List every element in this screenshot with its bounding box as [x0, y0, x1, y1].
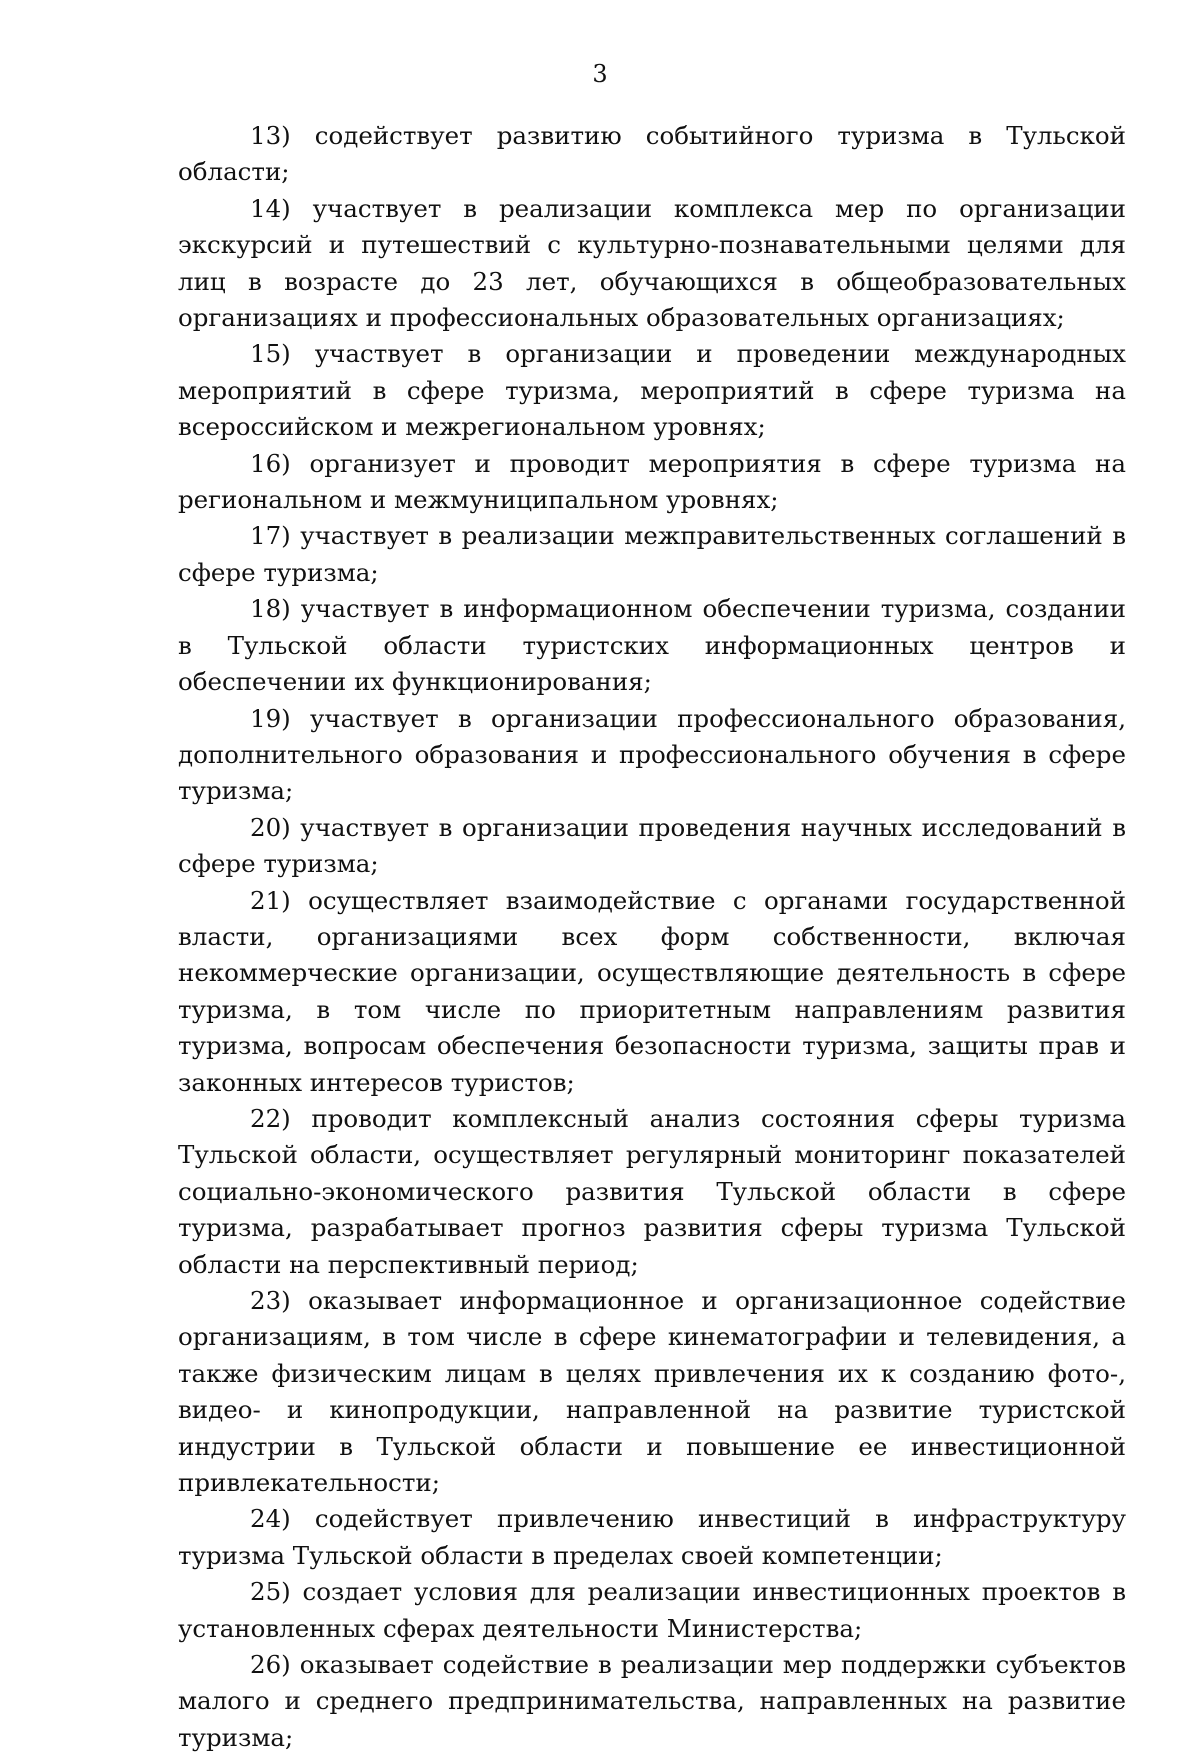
- paragraph-19: 19) участвует в организации профессионального образования, дополнительного образования и профессионального обучения в сфере туризма;: [178, 703, 1126, 806]
- paragraph-20: 20) участвует в организации проведения научных исследований в сфере туризма;: [178, 812, 1126, 879]
- paragraph-13: 13) содействует развитию событийного туризма в Тульской области;: [178, 121, 1126, 187]
- paragraph-15: 15) участвует в организации и проведении международных мероприятий в сфере туризма, мероприятий в сфере туризма на всероссийском и межрегиональном уровнях;: [178, 339, 1126, 442]
- paragraph-17: 17) участвует в реализации межправительственных соглашений в сфере туризма;: [178, 521, 1126, 587]
- paragraph-24: 24) содействует привлечению инвестиций в инфраструктуру туризма Тульской области в пределах своей компетенции;: [178, 1504, 1126, 1570]
- document-body: [178, 118, 1126, 1756]
- paragraph-21: 21) осуществляет взаимодействие с органами государственной власти, организациями всех форм собственности, включая некоммерческие организации, осуществляющие деятельность в сфере туризма, в том числе по приоритетным направлениям развития туризма, вопросам обеспечения безопасности туризма, защиты прав и законных интересов туристов;: [178, 885, 1126, 1097]
- paragraph-25: 25) создает условия для реализации инвестиционных проектов в установленных сферах деятельности Министерства;: [178, 1577, 1126, 1643]
- paragraph-18: 18) участвует в информационном обеспечении туризма, создании в Тульской области туристских информационных центров и обеспечении их функционирования;: [178, 594, 1126, 697]
- paragraph-23: 23) оказывает информационное и организационное содействие организациям, в том числе в сфере кинематографии и телевидения, а также физическим лицам в целях привлечения их к созданию фото-, видео- и кинопродукции, направленной на развитие туристской индустрии в Тульской области и повышение ее инвестиционной привлекательности;: [178, 1286, 1126, 1498]
- page-number: 3: [592, 60, 608, 88]
- paragraph-16: 16) организует и проводит мероприятия в сфере туризма на региональном и межмуниципальном уровнях;: [178, 448, 1126, 515]
- paragraph-14: 14) участвует в реализации комплекса мер по организации экскурсий и путешествий с культурно-познавательными целями для лиц в возрасте до 23 лет, обучающихся в общеобразовательных организациях и профессиональных образовательных организациях;: [178, 193, 1126, 333]
- paragraph-26: 26) оказывает содействие в реализации мер поддержки субъектов малого и среднего предпринимательства, направленных на развитие туризма;: [178, 1650, 1126, 1752]
- paragraph-22: 22) проводит комплексный анализ состояния сферы туризма Тульской области, осуществляет регулярный мониторинг показателей социально-экономического развития Тульской области в сфере туризма, разрабатывает прогноз развития сферы туризма Тульской области на перспективный период;: [178, 1103, 1126, 1279]
